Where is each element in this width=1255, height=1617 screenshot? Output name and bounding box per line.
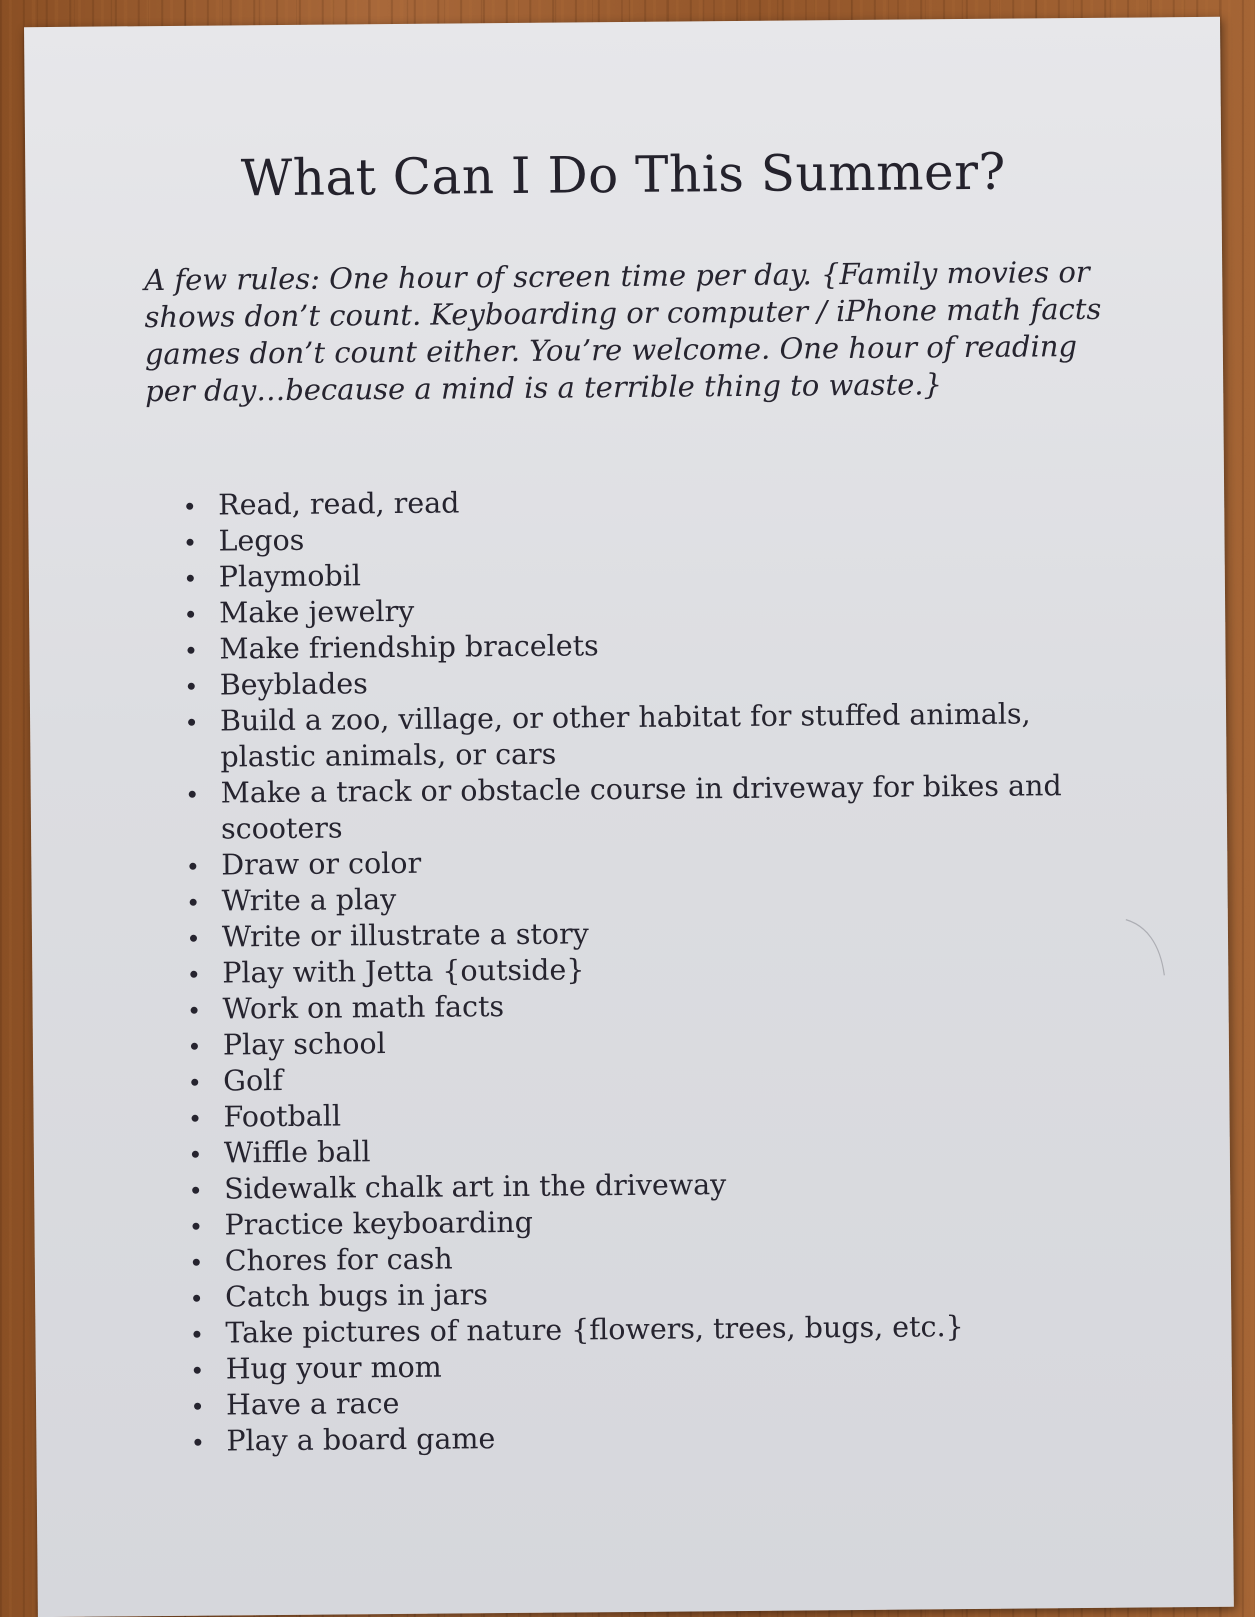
list-item-text: Play a board game <box>226 1422 496 1458</box>
list-item-text: Work on math facts <box>222 990 505 1026</box>
list-item <box>186 1416 1116 1460</box>
bullet-icon <box>186 503 193 510</box>
bullet-icon <box>192 1223 199 1230</box>
list-item-text: Write or illustrate a story <box>221 917 589 954</box>
activity-list <box>178 480 1116 1460</box>
bullet-icon <box>186 539 193 546</box>
rules-paragraph: A few rules: One hour of screen time per day. {Family movies or shows don’t count. Keyboarding or computer / iPhone math facts games don’t count either. You’re welcome. One hour of reading per day…because a mind is a terrible thing to waste.} <box>144 254 1102 409</box>
bullet-icon <box>187 575 194 582</box>
page-title: What Can I Do This Summer? <box>240 142 1007 208</box>
bullet-icon <box>190 971 197 978</box>
list-item-text: Legos <box>218 523 305 558</box>
list-item-text: Make friendship bracelets <box>219 629 599 666</box>
list-item-text: Play school <box>222 1027 386 1062</box>
list-item-text: Build a zoo, village, or other habitat for stuffed animals, plastic animals, or cars <box>219 697 1031 774</box>
bullet-icon <box>189 863 196 870</box>
bullet-icon <box>192 1151 199 1158</box>
bullet-icon <box>192 1115 199 1122</box>
bullet-icon <box>188 683 195 690</box>
list-item-text: Read, read, read <box>218 486 460 522</box>
list-item-text: Make a track or obstacle course in driveway for bikes and scooters <box>220 769 1062 846</box>
list-item-text: Playmobil <box>218 559 362 594</box>
list-item-text: Play with Jetta {outside} <box>222 953 585 990</box>
list-item-text: Sidewalk chalk art in the driveway <box>224 1168 727 1206</box>
bullet-icon <box>194 1367 201 1374</box>
list-item-text: Make jewelry <box>218 594 415 630</box>
list-item-text: Chores for cash <box>224 1242 453 1278</box>
bullet-icon <box>193 1331 200 1338</box>
bullet-icon <box>194 1439 201 1446</box>
list-item-text: Practice keyboarding <box>224 1205 534 1242</box>
list-item-text: Golf <box>223 1064 283 1098</box>
list-item-text: Write a play <box>221 883 397 918</box>
bullet-icon <box>190 935 197 942</box>
bullet-icon <box>191 1079 198 1086</box>
list-item-text: Football <box>223 1099 342 1134</box>
bullet-icon <box>189 791 196 798</box>
paper-crease-mark <box>1124 917 1169 977</box>
list-item-text: Catch bugs in jars <box>224 1278 489 1314</box>
bullet-icon <box>193 1259 200 1266</box>
bullet-icon <box>193 1295 200 1302</box>
list-item-text: Have a race <box>225 1386 400 1422</box>
list-item-text: Take pictures of nature {flowers, trees, bugs, etc.} <box>225 1310 964 1350</box>
paper-sheet <box>24 17 1234 1617</box>
list-item-text: Beyblades <box>219 667 368 702</box>
bullet-icon <box>191 1043 198 1050</box>
bullet-icon <box>192 1187 199 1194</box>
list-item-text: Draw or color <box>221 846 422 882</box>
bullet-icon <box>191 1007 198 1014</box>
bullet-icon <box>187 647 194 654</box>
bullet-icon <box>187 611 194 618</box>
bullet-icon <box>190 899 197 906</box>
list-item-text: Hug your mom <box>225 1350 442 1386</box>
bullet-icon <box>188 719 195 726</box>
list-item <box>181 768 1112 848</box>
list-item-text: Wiffle ball <box>223 1135 371 1170</box>
bullet-icon <box>194 1403 201 1410</box>
list-item <box>180 696 1111 776</box>
